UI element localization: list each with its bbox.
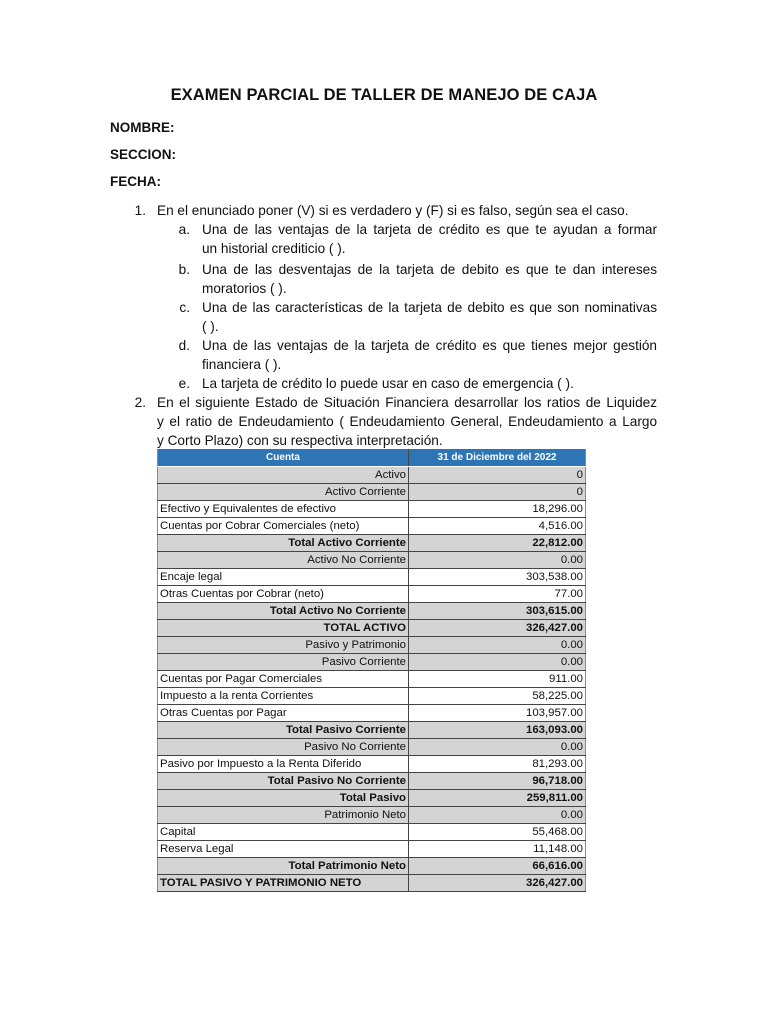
account-cell: Capital (158, 824, 409, 841)
account-cell: Total Patrimonio Neto (158, 858, 409, 875)
value-cell: 58,225.00 (409, 688, 586, 705)
value-cell: 103,957.00 (409, 705, 586, 722)
value-cell: 326,427.00 (409, 620, 586, 637)
value-cell: 55,468.00 (409, 824, 586, 841)
account-cell: Activo No Corriente (158, 552, 409, 569)
table-row (158, 552, 586, 569)
value-cell: 163,093.00 (409, 722, 586, 739)
value-cell: 96,718.00 (409, 773, 586, 790)
question-1-number: 1. (134, 203, 146, 218)
table-row (158, 518, 586, 535)
table-row (158, 484, 586, 501)
account-cell: Otras Cuentas por Pagar (158, 705, 409, 722)
value-cell: 77.00 (409, 586, 586, 603)
table-row (158, 790, 586, 807)
question-2-line1: En el siguiente Estado de Situación Financiera desarrollar los ratios de Liquidez (157, 395, 657, 410)
item-text: Una de las desventajas de la tarjeta de debito es que te dan intereses (202, 262, 657, 277)
table-row (158, 875, 586, 892)
value-cell: 22,812.00 (409, 535, 586, 552)
account-cell: Pasivo No Corriente (158, 739, 409, 756)
table-header-row (158, 449, 586, 467)
account-cell: TOTAL ACTIVO (158, 620, 409, 637)
value-cell: 11,148.00 (409, 841, 586, 858)
table-row (158, 705, 586, 722)
account-cell: Impuesto a la renta Corrientes (158, 688, 409, 705)
value-cell: 326,427.00 (409, 875, 586, 892)
account-cell: Patrimonio Neto (158, 807, 409, 824)
page-title: EXAMEN PARCIAL DE TALLER DE MANEJO DE CAJA (170, 86, 598, 104)
account-cell: Encaje legal (158, 569, 409, 586)
value-cell: 0.00 (409, 654, 586, 671)
question-2-number: 2. (134, 395, 146, 410)
table-row (158, 671, 586, 688)
account-cell: Total Pasivo No Corriente (158, 773, 409, 790)
item-text: Una de las ventajas de la tarjeta de crédito es que tienes mejor gestión (202, 338, 657, 353)
value-cell: 0.00 (409, 552, 586, 569)
item-text-continued: un historial crediticio ( ). (202, 241, 346, 256)
account-cell: Reserva Legal (158, 841, 409, 858)
value-cell: 303,615.00 (409, 603, 586, 620)
account-cell: Cuentas por Pagar Comerciales (158, 671, 409, 688)
account-cell: Efectivo y Equivalentes de efectivo (158, 501, 409, 518)
item-text: La tarjeta de crédito lo puede usar en caso de emergencia ( ). (202, 376, 574, 391)
table-row (158, 620, 586, 637)
table-row (158, 773, 586, 790)
account-cell: Activo Corriente (158, 484, 409, 501)
value-cell: 0.00 (409, 739, 586, 756)
item-label: b. (178, 262, 190, 277)
item-label: d. (178, 338, 190, 353)
header-account: Cuenta (158, 449, 409, 467)
value-cell: 259,811.00 (409, 790, 586, 807)
item-text-continued: ( ). (202, 319, 219, 334)
header-date: 31 de Diciembre del 2022 (409, 449, 586, 467)
question-2-line3: y Corto Plazo) con su respectiva interpretación. (157, 433, 443, 448)
item-text-continued: moratorios ( ). (202, 281, 287, 296)
account-cell: Pasivo por Impuesto a la Renta Diferido (158, 756, 409, 773)
table-row (158, 603, 586, 620)
table-row (158, 654, 586, 671)
value-cell: 303,538.00 (409, 569, 586, 586)
table-row (158, 535, 586, 552)
account-cell: Total Pasivo (158, 790, 409, 807)
value-cell: 911.00 (409, 671, 586, 688)
item-label: a. (178, 222, 190, 237)
question-1-text: En el enunciado poner (V) si es verdadero y (F) si es falso, según sea el caso. (157, 203, 629, 218)
item-label: c. (179, 300, 190, 315)
table-row (158, 824, 586, 841)
table-row (158, 858, 586, 875)
value-cell: 0.00 (409, 637, 586, 654)
table-row (158, 841, 586, 858)
table-row (158, 756, 586, 773)
account-cell: Otras Cuentas por Cobrar (neto) (158, 586, 409, 603)
fecha-field: FECHA: (110, 174, 161, 189)
table-row (158, 501, 586, 518)
value-cell: 66,616.00 (409, 858, 586, 875)
account-cell: Total Activo Corriente (158, 535, 409, 552)
item-text-continued: financiera ( ). (202, 357, 282, 372)
value-cell: 81,293.00 (409, 756, 586, 773)
account-cell: Pasivo Corriente (158, 654, 409, 671)
table-row (158, 467, 586, 484)
table-row (158, 688, 586, 705)
account-cell: Total Pasivo Corriente (158, 722, 409, 739)
item-text: Una de las ventajas de la tarjeta de crédito es que te ayudan a formar (202, 222, 657, 237)
item-label: e. (178, 376, 190, 391)
table-row (158, 586, 586, 603)
value-cell: 0 (409, 484, 586, 501)
table-row (158, 569, 586, 586)
account-cell: Cuentas por Cobrar Comerciales (neto) (158, 518, 409, 535)
account-cell: Activo (158, 467, 409, 484)
account-cell: Pasivo y Patrimonio (158, 637, 409, 654)
nombre-field: NOMBRE: (110, 120, 175, 135)
table-row (158, 739, 586, 756)
account-cell: TOTAL PASIVO Y PATRIMONIO NETO (158, 875, 409, 892)
table-row (158, 637, 586, 654)
item-text: Una de las características de la tarjeta de debito es que son nominativas (202, 300, 657, 315)
value-cell: 4,516.00 (409, 518, 586, 535)
value-cell: 18,296.00 (409, 501, 586, 518)
question-2-line2: y el ratio de Endeudamiento ( Endeudamiento General, Endeudamiento a Largo (157, 414, 657, 429)
account-cell: Total Activo No Corriente (158, 603, 409, 620)
value-cell: 0 (409, 467, 586, 484)
seccion-field: SECCION: (110, 147, 177, 162)
table-row (158, 722, 586, 739)
table-row (158, 807, 586, 824)
value-cell: 0.00 (409, 807, 586, 824)
balance-sheet-table (157, 449, 586, 892)
